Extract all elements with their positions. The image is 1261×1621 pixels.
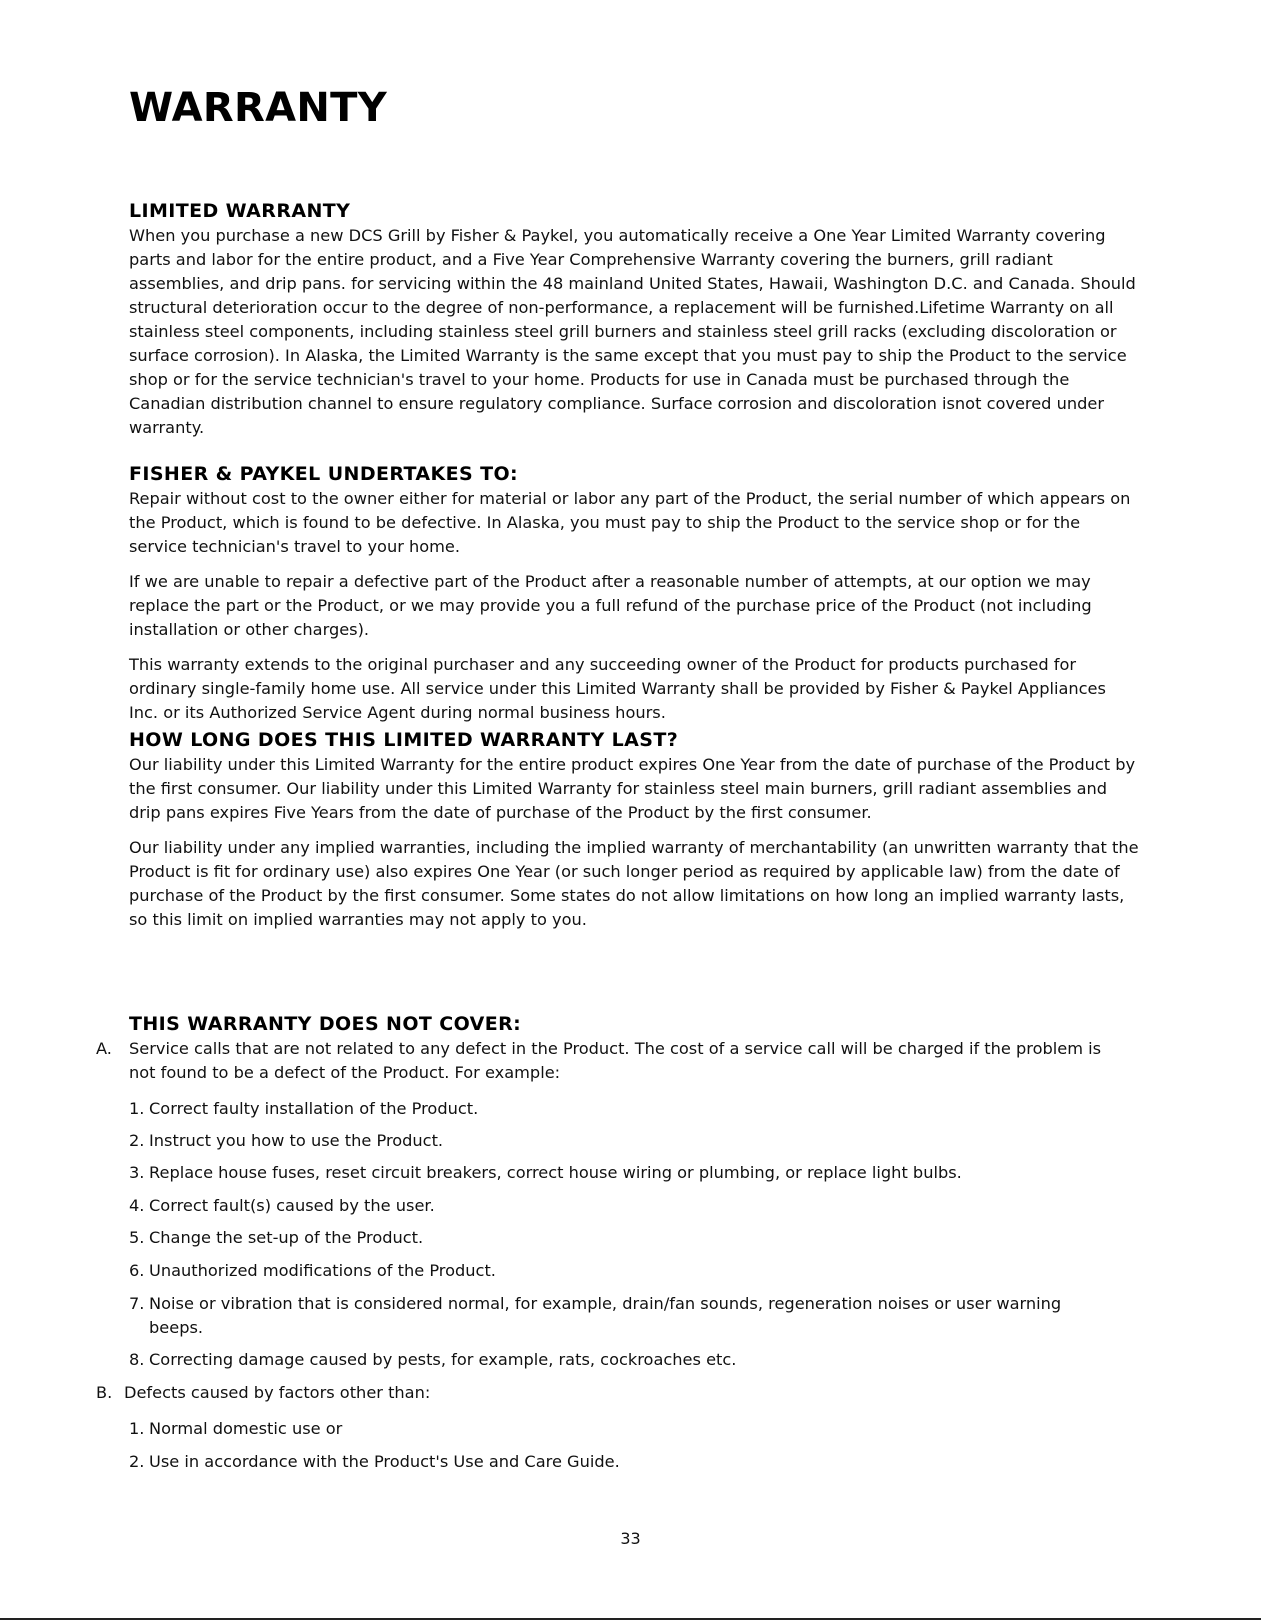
item-a-text: Service calls that are not related to any defect in the Product. The cost of a service call will be charged if the problem is not found to be a defect of the Product. For example: [129, 1039, 1102, 1082]
list-item [129, 1417, 1119, 1441]
not-cover-section [129, 1011, 1139, 1037]
list-item [129, 1161, 1119, 1185]
how-long-heading: HOW LONG DOES THIS LIMITED WARRANTY LAST? [129, 729, 679, 751]
list-item [129, 1348, 1119, 1372]
undertakes-paragraph-1: Repair without cost to the owner either for material or labor any part of the Product, the serial number of which appears on the Product, which is found to be defective. In Alaska, you must pay to ship the Product to the service shop or for the service technician's travel to your home. [129, 489, 1131, 556]
item-b-text: Defects caused by factors other than: [124, 1383, 431, 1402]
list-item-text: Unauthorized modifications of the Product. [149, 1261, 496, 1280]
undertakes-paragraph-3: This warranty extends to the original purchaser and any succeeding owner of the Product for products purchased for ordinary single-family home use. All service under this Limited Warranty shall be provided by Fisher & Paykel Appliances Inc. or its Authorized Service Agent during normal business hours. [129, 655, 1106, 722]
list-item-text: Correct fault(s) caused by the user. [149, 1196, 435, 1215]
not-cover-heading: THIS WARRANTY DOES NOT COVER: [129, 1013, 522, 1035]
list-item-number: 4. [129, 1196, 145, 1215]
list-item-number: 6. [129, 1261, 145, 1280]
how-long-paragraph-1: Our liability under this Limited Warranty for the entire product expires One Year from the date of purchase of the Product by the first consumer. Our liability under this Limited Warranty for stainless steel main burners, grill radiant assemblies and drip pans expires Five Years from the date of purchase of the Product by the first consumer. [129, 755, 1136, 822]
list-item-text: Correcting damage caused by pests, for example, rats, cockroaches etc. [149, 1350, 737, 1369]
list-item-text: Noise or vibration that is considered normal, for example, drain/fan sounds, regeneration noises or user warning beeps. [149, 1294, 1062, 1337]
list-item-number: 2. [129, 1131, 145, 1150]
limited-warranty-body: When you purchase a new DCS Grill by Fisher & Paykel, you automatically receive a One Year Limited Warranty covering parts and labor for the entire product, and a Five Year Comprehensive Warranty covering the burners, grill radiant assemblies, and drip pans. for servicing within the 48 mainland United States, Hawaii, Washington D.C. and Canada. Should structural deterioration occur to the degree of non-performance, a replacement will be furnished.Lifetime Warranty on all stainless steel components, including stainless steel grill burners and stainless steel grill racks (excluding discoloration or surface corrosion). In Alaska, the Limited Warranty is the same except that you must pay to ship the Product to the service shop or for the service technician's travel to your home. Products for use in Canada must be purchased through the Canadian distribution channel to ensure regulatory compliance. Surface corrosion and discoloration isnot covered under warranty. [129, 226, 1136, 437]
list-item [129, 1450, 1119, 1474]
list-item-number: 1. [129, 1099, 145, 1118]
limited-warranty-section [129, 198, 1139, 440]
list-item [129, 1292, 1119, 1340]
list-item-number: 2. [129, 1452, 145, 1471]
page-number: 33 [620, 1529, 641, 1548]
list-item-text: Change the set-up of the Product. [149, 1228, 424, 1247]
list-item-text: Correct faulty installation of the Product. [149, 1099, 479, 1118]
bottom-divider [0, 1618, 1261, 1620]
how-long-section [129, 727, 1139, 932]
how-long-paragraph-2: Our liability under any implied warranties, including the implied warranty of merchantability (an unwritten warranty that the Product is fit for ordinary use) also expires One Year (or such longer period as required by applicable law) from the date of purchase of the Product by the first consumer. Some states do not allow limitations on how long an implied warranty lasts, so this limit on implied warranties may not apply to you. [129, 838, 1139, 929]
list-item-number: 3. [129, 1163, 145, 1182]
undertakes-heading: FISHER & PAYKEL UNDERTAKES TO: [129, 463, 519, 485]
list-item-number: 7. [129, 1294, 145, 1313]
list-item [129, 1226, 1119, 1250]
list-item-text: Normal domestic use or [149, 1419, 343, 1438]
list-item-text: Instruct you how to use the Product. [149, 1131, 444, 1150]
list-item [129, 1129, 1119, 1153]
item-b-letter: B. [96, 1383, 113, 1402]
item-a-letter: A. [96, 1039, 112, 1058]
list-item [129, 1259, 1119, 1283]
list-item-number: 5. [129, 1228, 145, 1247]
list-item-text: Use in accordance with the Product's Use and Care Guide. [149, 1452, 620, 1471]
page-title: WARRANTY [129, 85, 387, 131]
list-item-text: Replace house fuses, reset circuit breakers, correct house wiring or plumbing, or replace light bulbs. [149, 1163, 962, 1182]
limited-warranty-heading: LIMITED WARRANTY [129, 200, 351, 222]
list-item-number: 1. [129, 1419, 145, 1438]
list-item-number: 8. [129, 1350, 145, 1369]
undertakes-section [129, 461, 1139, 725]
undertakes-paragraph-2: If we are unable to repair a defective part of the Product after a reasonable number of attempts, at our option we may replace the part or the Product, or we may provide you a full refund of the purchase price of the Product (not including installation or other charges). [129, 572, 1092, 639]
list-item [129, 1097, 1119, 1121]
list-item [129, 1194, 1119, 1218]
